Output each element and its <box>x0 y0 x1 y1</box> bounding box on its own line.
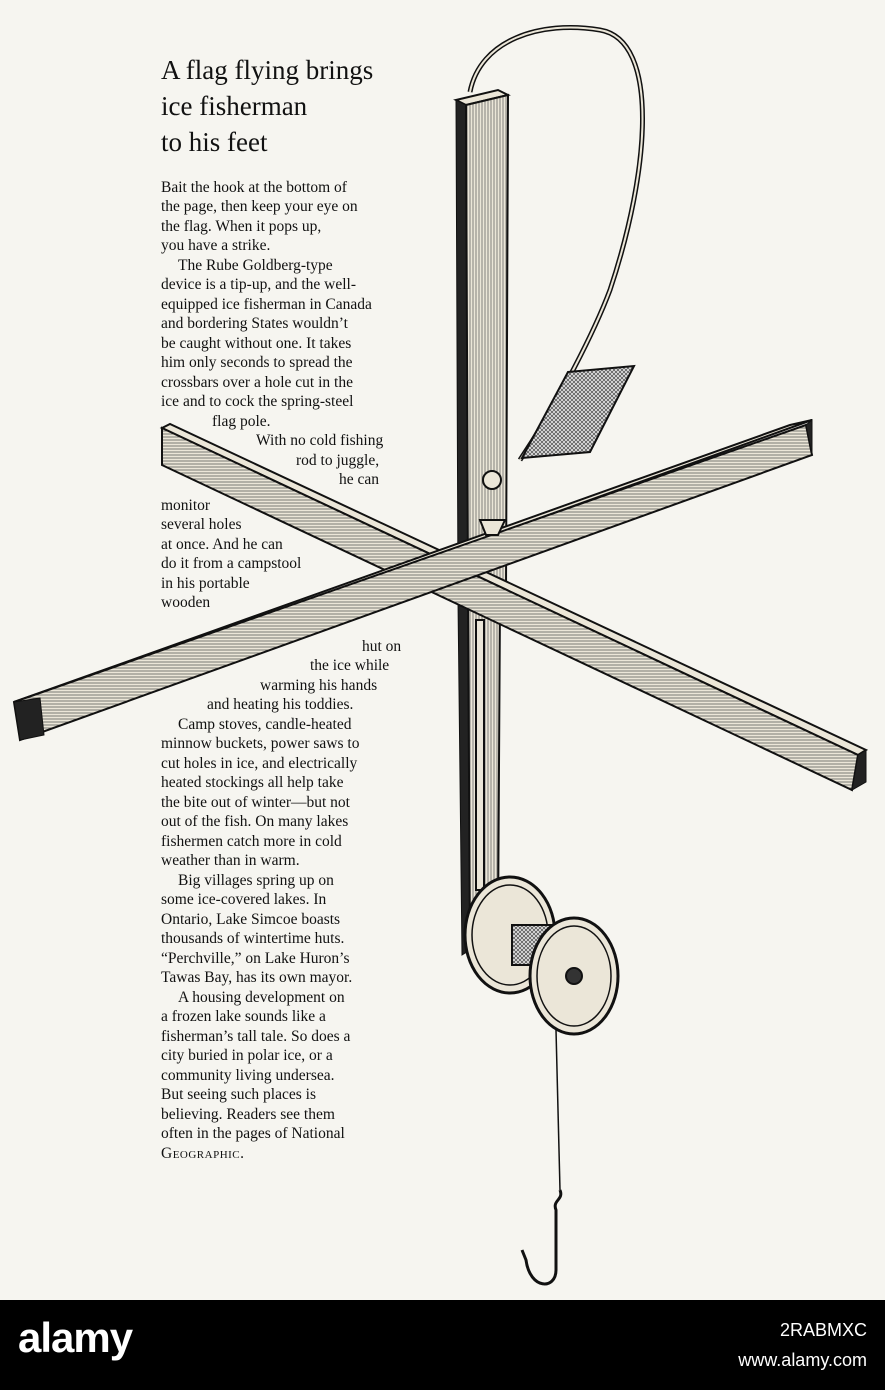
body-line: rod to juggle, <box>296 452 380 469</box>
body-line: monitor <box>161 497 211 514</box>
body-line: warming his hands <box>260 677 378 694</box>
body-line: the ice while <box>310 657 390 674</box>
site-url: www.alamy.com <box>738 1350 867 1370</box>
article-headline <box>161 52 461 160</box>
body-line: community living undersea. <box>161 1067 335 1084</box>
body-line: Tawas Bay, has its own mayor. <box>161 969 353 986</box>
body-line: fishermen catch more in cold <box>161 833 342 850</box>
body-line: city buried in polar ice, or a <box>161 1047 333 1064</box>
body-line: in his portable <box>161 575 250 592</box>
body-line: Bait the hook at the bottom of <box>161 179 347 196</box>
body-line: hut on <box>362 638 402 655</box>
body-line: him only seconds to spread the <box>161 354 353 371</box>
body-line: minnow buckets, power saws to <box>161 735 360 752</box>
body-line: several holes <box>161 516 242 533</box>
headline-line-1: A flag flying brings <box>161 55 374 85</box>
reel <box>465 877 618 1034</box>
body-line: fisherman’s tall tale. So does a <box>161 1028 351 1045</box>
body-line: heated stockings all help take <box>161 774 344 791</box>
body-line: often in the pages of National <box>161 1125 345 1142</box>
body-line: some ice-covered lakes. In <box>161 891 327 908</box>
flag <box>522 366 634 458</box>
body-line: “Perchville,” on Lake Huron’s <box>161 950 350 967</box>
body-line: Geographic. <box>161 1145 245 1162</box>
body-line: do it from a campstool <box>161 555 302 572</box>
body-line: weather than in warm. <box>161 852 300 869</box>
body-line: flag pole. <box>212 413 271 430</box>
body-line: out of the fish. On many lakes <box>161 813 349 830</box>
body-line: The Rube Goldberg-type <box>178 257 333 274</box>
body-line: Big villages spring up on <box>178 872 334 889</box>
body-line: Ontario, Lake Simcoe boasts <box>161 911 341 928</box>
headline-line-3: to his feet <box>161 127 268 157</box>
watermark-bar <box>0 1300 885 1390</box>
body-line: the flag. When it pops up, <box>161 218 322 235</box>
flag-clip <box>483 471 501 489</box>
body-line: be caught without one. It takes <box>161 335 352 352</box>
alamy-logo: alamy <box>18 1314 133 1361</box>
body-line: at once. And he can <box>161 536 283 553</box>
body-line: With no cold fishing <box>256 432 384 449</box>
body-line: But seeing such places is <box>161 1086 316 1103</box>
body-line: and bordering States wouldn’t <box>161 315 348 332</box>
body-line: he can <box>339 471 380 488</box>
body-line: cut holes in ice, and electrically <box>161 755 358 772</box>
body-line: ice and to cock the spring-steel <box>161 393 354 410</box>
trip-rod <box>476 620 484 890</box>
body-line: the bite out of winter—but not <box>161 794 350 811</box>
body-line: you have a strike. <box>161 237 271 254</box>
hook <box>522 1190 561 1284</box>
headline-line-2: ice fisherman <box>161 91 308 121</box>
body-line: wooden <box>161 594 211 611</box>
body-line: and heating his toddies. <box>207 696 354 713</box>
image-id: 2RABMXC <box>779 1320 867 1340</box>
body-line: A housing development on <box>178 989 345 1006</box>
body-line: a frozen lake sounds like a <box>161 1008 326 1025</box>
body-line: the page, then keep your eye on <box>161 198 358 215</box>
body-line: equipped ice fisherman in Canada <box>161 296 372 313</box>
body-line: crossbars over a hole cut in the <box>161 374 353 391</box>
body-line: device is a tip-up, and the well- <box>161 276 356 293</box>
fishing-line <box>556 1030 560 1190</box>
body-line: believing. Readers see them <box>161 1106 335 1123</box>
body-line: thousands of wintertime huts. <box>161 930 345 947</box>
body-line: Camp stoves, candle-heated <box>178 716 352 733</box>
